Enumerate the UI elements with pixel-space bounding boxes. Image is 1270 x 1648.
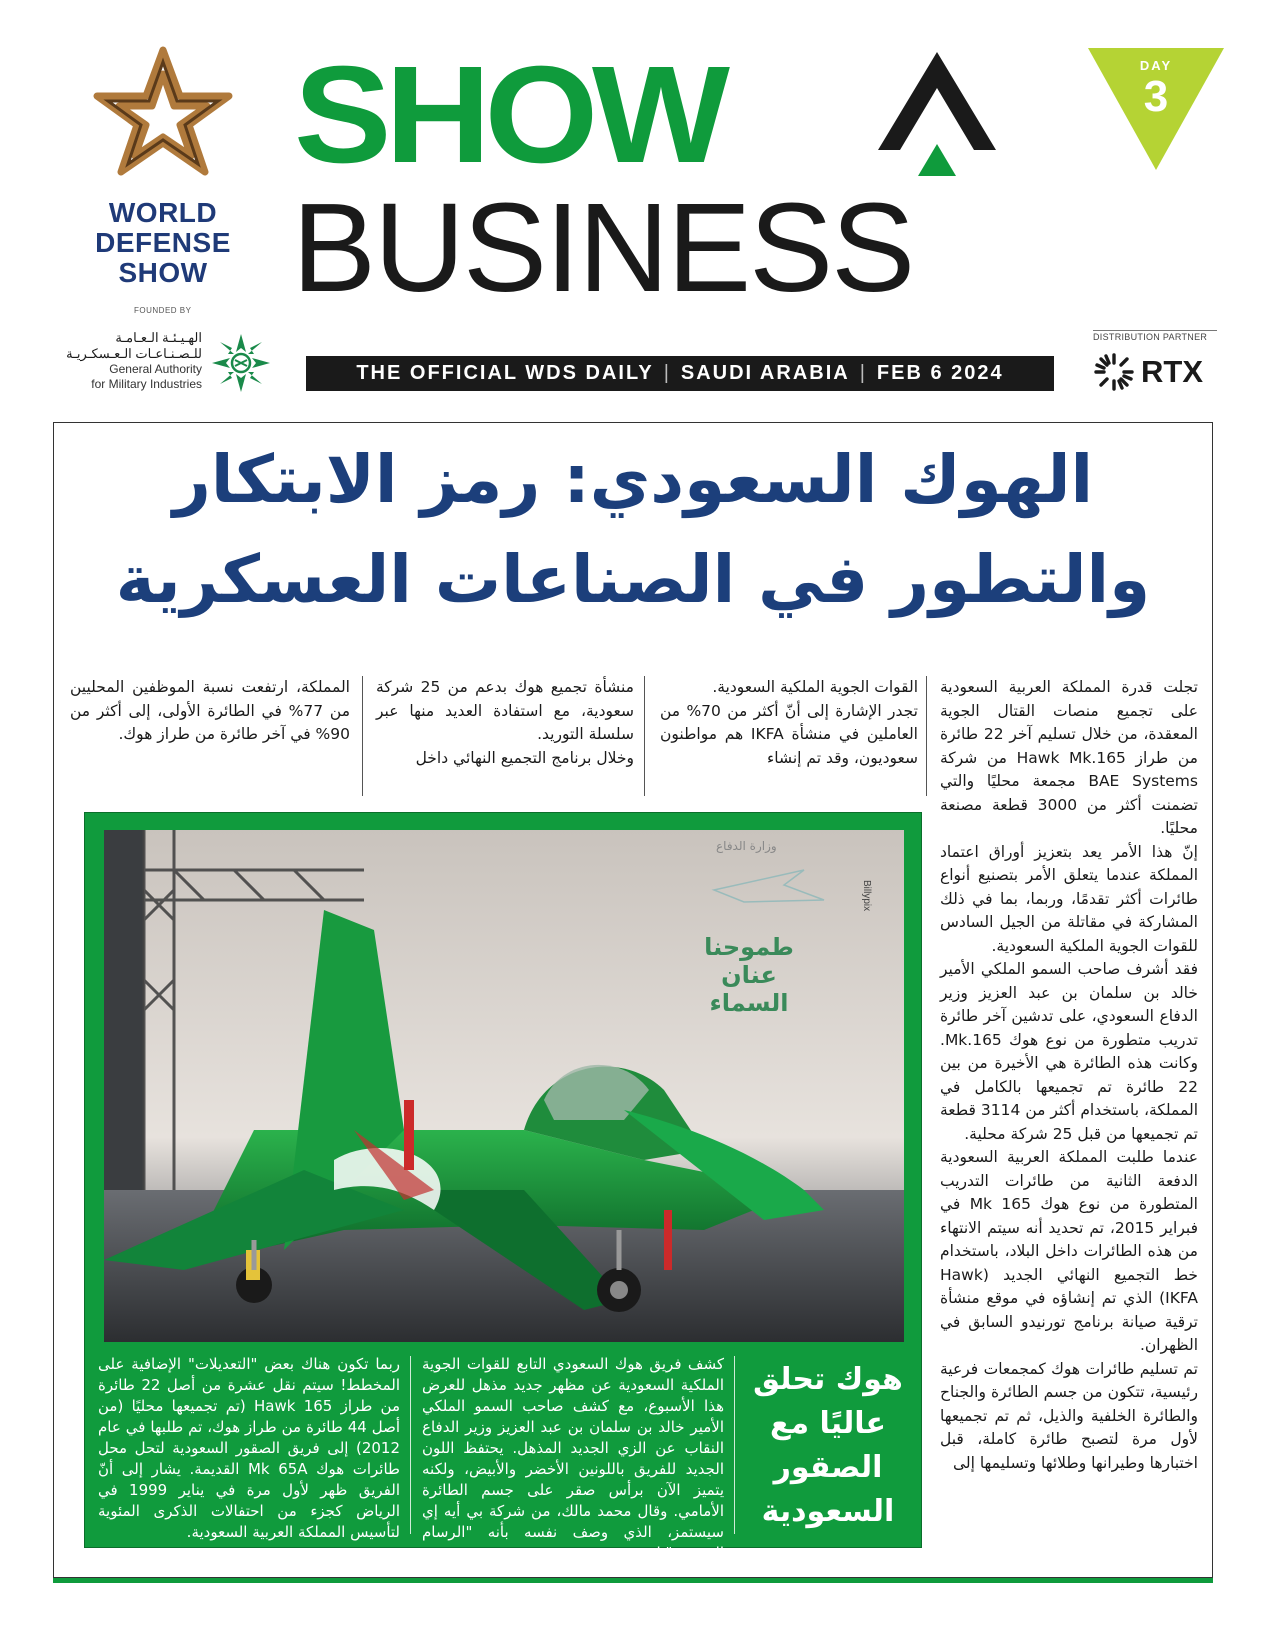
wds-logo	[80, 44, 246, 288]
sidebar-column-left	[98, 1354, 400, 1541]
sidebar-title-line-1: هوك تحلق	[753, 1362, 903, 1397]
column-divider	[644, 676, 645, 796]
article-paragraph: وخلال برنامج التجميع النهائي داخل	[415, 748, 634, 767]
article-paragraph: تم تسليم طائرات هوك كمجمعات فرعية رئيسية، تتكون من جسم الطائرة والجناح والطائرة الخلفية والذيل، ثم تم تجميعها لأول مرة لتصبح طائرة كاملة، قبل اختبارها وطيرانها وطلائها وتسليمها إلى	[940, 1359, 1198, 1472]
rtx-burst-icon	[1093, 352, 1135, 392]
photo-credit: Billypix	[861, 880, 872, 912]
headline-line-2: والتطور في الصناعات العسكرية	[115, 541, 1151, 618]
sidebar-title-line-3: الصقور	[773, 1450, 883, 1485]
masthead-tagline	[306, 356, 1054, 391]
headline-line-1: الهوك السعودي: رمز الابتكار	[172, 441, 1094, 518]
column-divider	[362, 676, 363, 796]
banner-line-3: السماء	[709, 989, 789, 1017]
article-paragraph: عندما طلبت المملكة العربية السعودية الدفعة الثانية من طائرات التدريب المتطورة من نوع هوك Mk 165 في فبراير 2015، تم تحديد أنه سيتم الانتهاء من هذه الطائرات داخل البلاد، باستخدام خط التجميع النهائي الجديد (Hawk IKFA) الذي تم إنشاؤه في موقع منشأة ترقية صيانة برنامج تورنيدو السابق في الظهران.	[940, 1148, 1198, 1354]
article-paragraph: إنّ هذا الأمر يعد بتعزيز أوراق اعتماد المملكة عندما يتعلق الأمر بتصنيع أنواع طائرات أكثر تقدمًا، وربما، بما في ذلك المشاركة في مقاتلة من الجيل السادس للقوات الجوية الملكية السعودية.	[940, 842, 1198, 955]
article-paragraph: فقد أشرف صاحب السمو الملكي الأمير خالد بن سلمان بن عبد العزيز وزير الدفاع السعودي، على تدشين آخر طائرة تدريب متطورة من نوع هوك Mk.165. وكانت هذه الطائرة هي الأخيرة من بين 22 طائرة تم تجميعها بالكامل في المملكة، باستخدام أكثر من 3114 قطعة تم تجميعها من قبل 25 شركة محلية.	[940, 960, 1198, 1143]
distribution-partner-label: DISTRIBUTION PARTNER	[1093, 330, 1217, 342]
sidebar-title-line-4: السعودية	[761, 1494, 895, 1529]
sidebar-divider	[734, 1356, 735, 1534]
day-label: DAY	[1139, 58, 1173, 73]
sidebar-paragraph: ربما تكون هناك بعض "التعديلات" الإضافية على المخطط! سيتم نقل عشرة من أصل 22 طائرة من طراز Hawk 165 (تم تجميعها محليًا (من أصل 44 طائرة من طراز هوك، تم طلبها في عام 2012) إلى فريق الصقور السعودية لتحل محل طائرات هوك Mk 65A القديمة. يشار إلى أنّ الفريق ظهر لأول مرة في يناير 1999 في الرياض كجزء من احتفالات الذكرى المئوية لتأسيس المملكة العربية السعودية.	[98, 1355, 400, 1541]
founded-by-label: FOUNDED BY	[134, 306, 192, 315]
article-headline	[60, 430, 1206, 630]
article-column-3	[376, 676, 634, 770]
masthead-title-show: SHOW	[294, 38, 724, 192]
sidebar-paragraph: كشف فريق هوك السعودي التابع للقوات الجوية الملكية السعودية عن مظهر جديد مذهل للعرض هذا الأسبوع، مع كشف صاحب السمو الملكي الأمير خالد بن سلمان بن عبد العزيز وزير الدفاع النقاب عن الزي الجديد المذهل. يحتفظ اللون الجديد للفريق باللونين الأخضر والأبيض، ولكنه يتميز الآن برأس صقر على جسم الطائرة الأمامي. وقال محمد مالك، من شركة بي أيه إي سيستمز، الذي وصف نفسه بأنه "الرسام الرئيسي" إنه	[422, 1355, 724, 1562]
article-paragraph: تجدر الإشارة إلى أنّ أكثر من 70% من العاملين في منشأة IKFA هم مواطنون سعوديون، وقد تم إنشاء	[660, 701, 918, 767]
gami-emblem-icon	[210, 332, 272, 394]
gami-en-line-2: for Military Industries	[91, 377, 202, 391]
tagline-separator: |	[663, 362, 671, 384]
bottom-green-bar	[53, 1578, 1213, 1583]
sidebar-title	[748, 1358, 908, 1534]
gami-ar-line-1: الهـيـئـة الـعـامـة	[115, 330, 202, 345]
article-column-4	[70, 676, 350, 747]
gami-ar-line-2: للـصـنـاعـات الـعـسكـريـة	[66, 346, 202, 361]
article-paragraph: تجلت قدرة المملكة العربية السعودية على تجميع منصات القتال الجوية المعقدة، من خلال تسليم آخر 22 طائرة من طراز Hawk Mk.165 من شركة BAE Systems مجمعة محليًا والتي تضمنت أكثر من 3000 قطعة مصنعة محليًا.	[940, 678, 1198, 837]
hawk-aircraft-photo	[104, 830, 904, 1342]
rtx-wordmark: RTX	[1141, 354, 1203, 389]
article-paragraph: القوات الجوية الملكية السعودية.	[712, 678, 918, 696]
gami-text	[50, 330, 202, 392]
rtx-logo	[1093, 352, 1223, 392]
masthead-title-business: BUSINESS	[292, 177, 914, 318]
article-paragraph: المملكة، ارتفعت نسبة الموظفين المحليين من 77% في الطائرة الأولى، إلى أكثر من 90% في آخر طائرة من طراز هوك.	[70, 678, 350, 743]
gami-logo	[50, 330, 290, 400]
wds-wordmark	[80, 198, 246, 288]
tagline-date: FEB 6 2024	[876, 362, 1004, 384]
wds-line-1: WORLD	[108, 197, 218, 228]
banner-line-1: طموحنا	[704, 933, 794, 961]
tagline-separator: |	[859, 362, 867, 384]
sidebar-column-right	[422, 1354, 724, 1562]
show-chevron-icon	[878, 52, 996, 177]
sidebar-divider	[410, 1356, 411, 1534]
article-column-1	[940, 676, 1198, 1572]
ministry-label: وزارة الدفاع	[716, 839, 777, 853]
tagline-publication: THE OFFICIAL WDS DAILY	[356, 362, 654, 384]
wds-line-2: DEFENSE	[95, 227, 231, 258]
tagline-country: SAUDI ARABIA	[680, 362, 850, 384]
article-column-2	[660, 676, 918, 770]
banner-line-2: عنان	[721, 961, 777, 989]
wds-line-3: SHOW	[118, 257, 208, 288]
day-number: 3	[1143, 72, 1169, 121]
wds-star-emblem-icon	[88, 44, 238, 194]
column-divider	[926, 676, 927, 796]
article-paragraph: منشأة تجميع هوك بدعم من 25 شركة سعودية، مع استفادة العديد منها عبر سلسلة التوريد.	[376, 678, 634, 743]
sidebar-title-line-2: عاليًا مع	[769, 1406, 887, 1441]
gami-en-line-1: General Authority	[109, 362, 202, 376]
